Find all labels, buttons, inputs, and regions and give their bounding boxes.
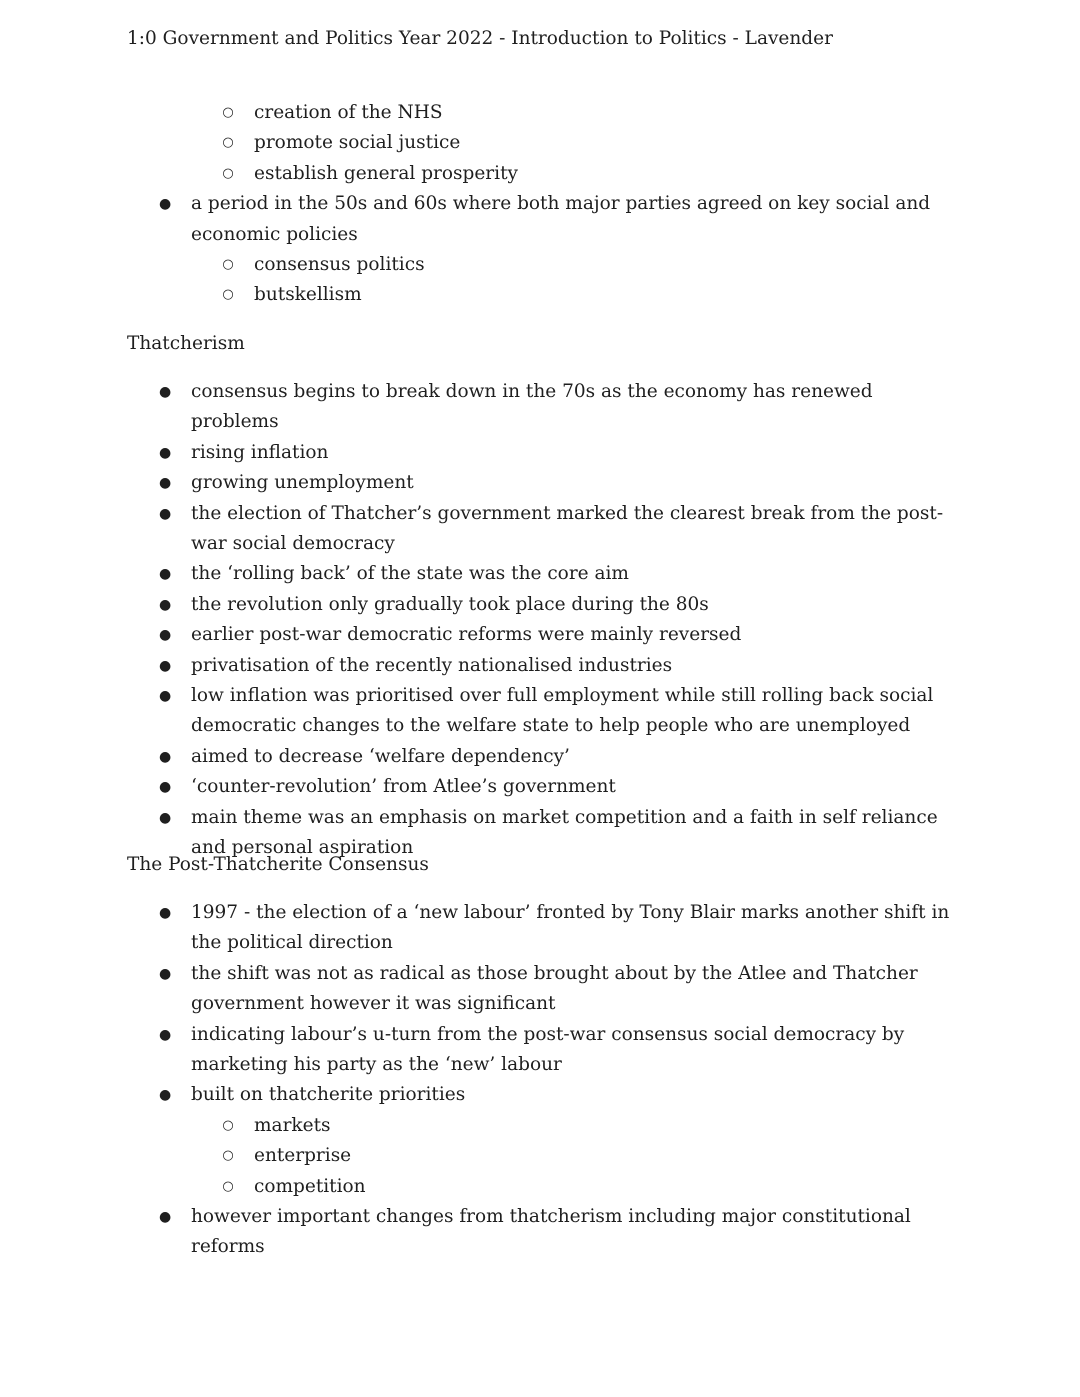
list-item-text: earlier post-war democratic reforms were mainly reversed <box>191 624 742 646</box>
bullet-icon: ● <box>159 475 172 492</box>
bullet-icon: ● <box>159 596 172 613</box>
list-item-text: creation of the NHS <box>254 102 443 123</box>
list-item <box>0 499 951 560</box>
bullet-icon: ● <box>159 384 172 400</box>
hollow-bullet-icon: ○ <box>222 1148 234 1164</box>
hollow-bullet-icon: ○ <box>222 1178 234 1194</box>
list-item <box>0 959 951 1020</box>
post-thatcherite-list <box>0 898 1080 1263</box>
sub-list-item <box>0 280 954 310</box>
list-item-text: rising inflation <box>191 441 329 463</box>
list-item-text: the ‘rolling back’ of the state was the core aim <box>191 563 629 585</box>
hollow-bullet-icon: ○ <box>222 257 234 273</box>
section-heading-post-thatcherite: The Post-Thatcherite Consensus <box>127 854 429 875</box>
list-item <box>0 651 951 681</box>
list-item <box>0 559 951 589</box>
list-item-text: consensus begins to break down in the 70s as the economy has renewed problems <box>191 381 873 433</box>
list-item <box>0 742 951 772</box>
list-item-text: enterprise <box>254 1145 352 1167</box>
bullet-icon: ● <box>159 1209 172 1226</box>
sub-list-item <box>0 98 954 128</box>
sub-list-item <box>0 1141 954 1171</box>
list-item-text: the revolution only gradually took place during the 80s <box>191 593 709 615</box>
list-item-text: consensus politics <box>254 254 425 276</box>
hollow-bullet-icon: ○ <box>222 105 234 120</box>
list-item <box>0 438 951 468</box>
bullet-icon: ● <box>159 566 172 583</box>
sub-list-item <box>0 128 954 158</box>
bullet-icon: ● <box>159 1026 172 1043</box>
bullet-icon: ● <box>159 779 172 796</box>
sub-list-item <box>0 1172 954 1202</box>
sub-list-item <box>0 250 954 280</box>
list-item-text: indicating labour’s u-turn from the post-war consensus social democracy by marketing his party as the ‘new’ labour <box>191 1023 905 1076</box>
list-item <box>0 772 951 802</box>
list-item <box>0 1020 951 1081</box>
thatcherism-list <box>0 377 1080 864</box>
sub-list-item <box>0 159 954 189</box>
list-item <box>0 1080 951 1110</box>
list-item-text: markets <box>254 1114 331 1136</box>
list-item-text: ‘counter-revolution’ from Atlee’s government <box>191 776 616 798</box>
bullet-icon: ● <box>159 809 172 826</box>
list-item-text: the election of Thatcher’s government marked the clearest break from the post-war social democracy <box>191 502 944 555</box>
list-item <box>0 1202 951 1263</box>
list-item <box>0 590 951 620</box>
sub-list-item <box>0 1111 954 1141</box>
hollow-bullet-icon: ○ <box>222 165 234 181</box>
list-item-text: privatisation of the recently nationalised industries <box>191 654 673 676</box>
bullet-icon: ● <box>159 688 172 705</box>
bullet-icon: ● <box>159 657 172 674</box>
hollow-bullet-icon: ○ <box>222 135 234 151</box>
bullet-icon: ● <box>159 505 172 522</box>
list-item <box>0 620 951 650</box>
list-item-text: the shift was not as radical as those brought about by the Atlee and Thatcher government however it was significant <box>191 962 918 1015</box>
intro-list <box>0 98 1080 311</box>
list-item <box>0 681 951 742</box>
list-item-text: main theme was an emphasis on market competition and a faith in self reliance and personal aspiration <box>191 806 938 859</box>
list-item-text: promote social justice <box>254 132 461 154</box>
list-item-text: growing unemployment <box>191 472 414 494</box>
bullet-icon: ● <box>159 965 172 982</box>
hollow-bullet-icon: ○ <box>222 1117 234 1133</box>
list-item <box>0 468 951 498</box>
list-item-text: 1997 - the election of a ‘new labour’ fronted by Tony Blair marks another shift in the political direction <box>191 902 950 954</box>
list-item-text: built on thatcherite priorities <box>191 1084 466 1106</box>
list-item <box>0 898 951 959</box>
list-item-text: low inflation was prioritised over full employment while still rolling back social democratic changes to the welfare state to help people who are unemployed <box>191 685 934 737</box>
list-item-text: aimed to decrease ‘welfare dependency’ <box>191 745 570 767</box>
bullet-icon: ● <box>159 196 172 213</box>
bullet-icon: ● <box>159 905 172 921</box>
hollow-bullet-icon: ○ <box>222 287 234 303</box>
list-item-text: competition <box>254 1175 366 1197</box>
bullet-icon: ● <box>159 627 172 644</box>
bullet-icon: ● <box>159 444 172 461</box>
list-item <box>0 189 951 250</box>
list-item <box>0 377 951 438</box>
bullet-icon: ● <box>159 748 172 765</box>
list-item-text: establish general prosperity <box>254 162 518 184</box>
list-item-text: a period in the 50s and 60s where both major parties agreed on key social and economic policies <box>191 193 931 245</box>
bullet-icon: ● <box>159 1087 172 1104</box>
list-item-text: however important changes from thatcherism including major constitutional reforms <box>191 1206 911 1258</box>
document-header: 1:0 Government and Politics Year 2022 - Introduction to Politics - Lavender <box>127 28 833 49</box>
list-item-text: butskellism <box>254 284 362 306</box>
section-heading-thatcherism: Thatcherism <box>127 333 245 354</box>
